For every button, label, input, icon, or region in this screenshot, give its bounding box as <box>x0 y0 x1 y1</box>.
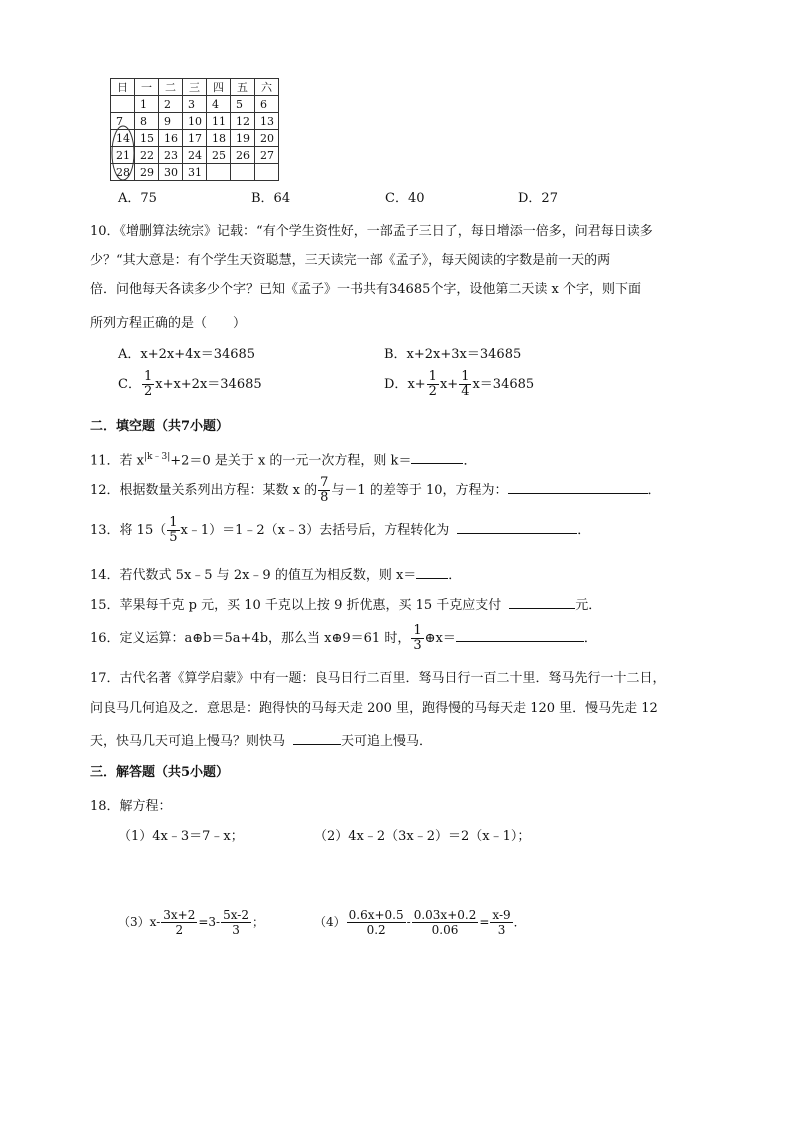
part-label: （3） <box>118 915 150 929</box>
fraction: $\frac{1}{3}$ <box>413 623 422 653</box>
q14-text: ． <box>448 568 462 583</box>
fraction: $\frac{5x-2}{3}$ <box>223 908 249 937</box>
calendar-cell <box>111 96 135 113</box>
calendar-cell: 28 <box>111 164 135 181</box>
calendar-cell: 31 <box>183 164 207 181</box>
q10-option-d[interactable] <box>384 370 534 399</box>
q12-text: 12．根据数量关系列出方程：某数 x 的 <box>90 483 318 498</box>
q14-text: 14．若代数式 5x﹣5 与 2x﹣9 的值互为相反数，则 x＝ <box>90 568 417 583</box>
q11 <box>90 449 476 468</box>
q15-text: 元． <box>575 598 602 613</box>
calendar-cell: 13 <box>255 113 279 130</box>
q9-option-c[interactable]: C．40 <box>385 191 425 206</box>
fraction: $\frac{1}{2}$ <box>428 369 437 399</box>
calendar-cell: 3 <box>183 96 207 113</box>
calendar-cell: 11 <box>207 113 231 130</box>
expr: x- <box>149 915 161 929</box>
calendar-header: 二 <box>159 79 183 96</box>
fraction: $\frac{1}{5}$ <box>169 515 178 545</box>
option-expr: x+ <box>439 377 459 392</box>
q18-part-1: （1）4x﹣3＝7﹣x； <box>118 829 244 844</box>
option-expr: x+x+2x＝34685 <box>155 377 262 392</box>
fraction: $\frac{1}{4}$ <box>461 369 470 399</box>
answer-blank[interactable] <box>457 533 577 534</box>
calendar-cell: 21 <box>111 147 135 164</box>
q11-text: 11．若 x <box>90 453 145 469</box>
calendar-header: 六 <box>255 79 279 96</box>
section-heading: 三．解答题（共5小题） <box>90 765 230 780</box>
calendar-cell: 7 <box>111 113 135 130</box>
calendar-cell: 22 <box>135 147 159 164</box>
q9-option-d[interactable]: D．27 <box>518 191 558 206</box>
q11-text: +2＝0 是关于 x 的一元一次方程，则 k＝ <box>170 453 412 469</box>
q14 <box>90 564 461 583</box>
calendar-cell: 18 <box>207 130 231 147</box>
q13 <box>90 516 590 545</box>
calendar-row <box>111 96 279 113</box>
calendar-cell: 27 <box>255 147 279 164</box>
calendar-cell: 29 <box>135 164 159 181</box>
q12-text: 与－1 的差等于 10，方程为： <box>331 483 508 498</box>
expr: = <box>479 915 490 929</box>
calendar-header: 日 <box>111 79 135 96</box>
calendar-cell: 12 <box>231 113 255 130</box>
calendar-cell: 23 <box>159 147 183 164</box>
q10-option-a[interactable]: A．x+2x+4x＝34685 <box>118 347 256 362</box>
calendar-cell: 15 <box>135 130 159 147</box>
calendar-header: 四 <box>207 79 231 96</box>
q12 <box>90 476 661 505</box>
calendar-cell: 20 <box>255 130 279 147</box>
q18-title: 18．解方程： <box>90 799 172 814</box>
q16-text: 16．定义运算：a⊕b＝5a+4b，那么当 x⊕9＝61 时， <box>90 631 411 646</box>
expr: - <box>406 915 411 929</box>
q10-line: 少？“其大意是：有个学生天资聪慧，三天读完一部《孟子》，每天阅读的字数是前一天的两 <box>90 253 611 268</box>
calendar-cell: 5 <box>231 96 255 113</box>
q10-line: 10．《增删算法统宗》记载：“有个学生资性好，一部孟子三日了，每日增添一倍多，问君每日读多 <box>90 224 653 239</box>
q18-part-4 <box>314 908 526 937</box>
q13-text: x﹣1）＝1﹣2（x﹣3）去括号后，方程转化为 <box>180 523 450 538</box>
q10-option-b[interactable]: B．x+2x+3x＝34685 <box>384 347 522 362</box>
calendar-cell: 6 <box>255 96 279 113</box>
q17-text: 天，快马几天可追上慢马？则快马 <box>90 734 286 749</box>
part-label: （4） <box>314 915 346 929</box>
q13-text: ． <box>577 523 591 538</box>
fraction: $\frac{0.6x+0.5}{0.2}$ <box>348 908 404 937</box>
fraction: $\frac{0.03x+0.2}{0.06}$ <box>413 908 477 937</box>
q10-option-c[interactable] <box>118 370 262 399</box>
calendar-cell: 24 <box>183 147 207 164</box>
circled-column-mark <box>108 124 138 182</box>
calendar-cell: 17 <box>183 130 207 147</box>
q16-text: ⊕x＝ <box>424 631 456 646</box>
expr: =3- <box>198 915 221 929</box>
answer-blank[interactable] <box>293 744 341 745</box>
calendar-header-row <box>111 79 279 96</box>
fraction: $\frac{3x+2}{2}$ <box>163 908 196 937</box>
q13-text: 13．将 15（ <box>90 523 167 538</box>
calendar-cell: 25 <box>207 147 231 164</box>
calendar-cell: 4 <box>207 96 231 113</box>
q9-option-b[interactable]: B．64 <box>251 191 291 206</box>
calendar-cell: 2 <box>159 96 183 113</box>
q17-line: 17．古代名著《算学启蒙》中有一题：良马日行二百里．驽马日行一百二十里．驽马先行一十二日， <box>90 671 666 686</box>
q15 <box>90 594 601 613</box>
q9-option-a[interactable]: A．75 <box>118 191 157 206</box>
calendar-cell: 9 <box>159 113 183 130</box>
calendar-cell: 14 <box>111 130 135 147</box>
answer-blank[interactable] <box>508 493 648 494</box>
answer-blank[interactable] <box>411 463 463 464</box>
q15-text: 15．苹果每千克 p 元，买 10 千克以上按 9 折优惠，买 15 千克应支付 <box>90 598 502 613</box>
answer-blank[interactable] <box>416 578 448 579</box>
q17-text: 天可追上慢马． <box>341 734 433 749</box>
q12-text: ． <box>647 483 661 498</box>
calendar-header: 一 <box>135 79 159 96</box>
calendar-cell: 10 <box>183 113 207 130</box>
answer-blank[interactable] <box>509 608 575 609</box>
option-expr: x+ <box>407 377 426 392</box>
q18-part-2: （2）4x﹣2（3x﹣2）＝2（x﹣1）； <box>314 829 531 844</box>
section-heading: 二．填空题（共7小题） <box>90 419 230 434</box>
calendar-cell: 26 <box>231 147 255 164</box>
option-expr: x＝34685 <box>472 377 535 392</box>
expr: ． <box>513 915 526 929</box>
calendar-cell <box>255 164 279 181</box>
calendar-header: 五 <box>231 79 255 96</box>
calendar-cell: 19 <box>231 130 255 147</box>
option-label: C． <box>118 377 141 392</box>
option-label: D． <box>384 377 408 392</box>
q10-line: 所列方程正确的是（ ） <box>90 316 247 331</box>
calendar-header: 三 <box>183 79 207 96</box>
calendar-cell: 16 <box>159 130 183 147</box>
fraction: $\frac{x-9}{3}$ <box>492 908 511 937</box>
answer-blank[interactable] <box>456 641 584 642</box>
expr: ； <box>252 915 265 929</box>
calendar-cell: 30 <box>159 164 183 181</box>
q17-line: 问良马几何追及之．意思是：跑得快的马每天走 200 里，跑得慢的马每天走 120 里．慢马先走 12 <box>90 701 658 716</box>
q17-line <box>90 730 432 749</box>
fraction: $\frac{1}{2}$ <box>143 369 153 399</box>
q16 <box>90 624 597 653</box>
q10-line: 倍．问他每天各读多少个字？已知《孟子》一书共有34685个字，设他第二天读 x 个字，则下面 <box>90 282 641 297</box>
calendar-cell <box>207 164 231 181</box>
calendar-cell: 1 <box>135 96 159 113</box>
q11-text: ． <box>463 453 477 469</box>
q11-exponent: |k﹣3| <box>144 452 171 462</box>
fraction: $\frac{7}{8}$ <box>320 475 329 505</box>
q18-part-3 <box>118 908 264 937</box>
q16-text: ． <box>583 631 597 646</box>
calendar-cell <box>231 164 255 181</box>
calendar-cell: 8 <box>135 113 159 130</box>
